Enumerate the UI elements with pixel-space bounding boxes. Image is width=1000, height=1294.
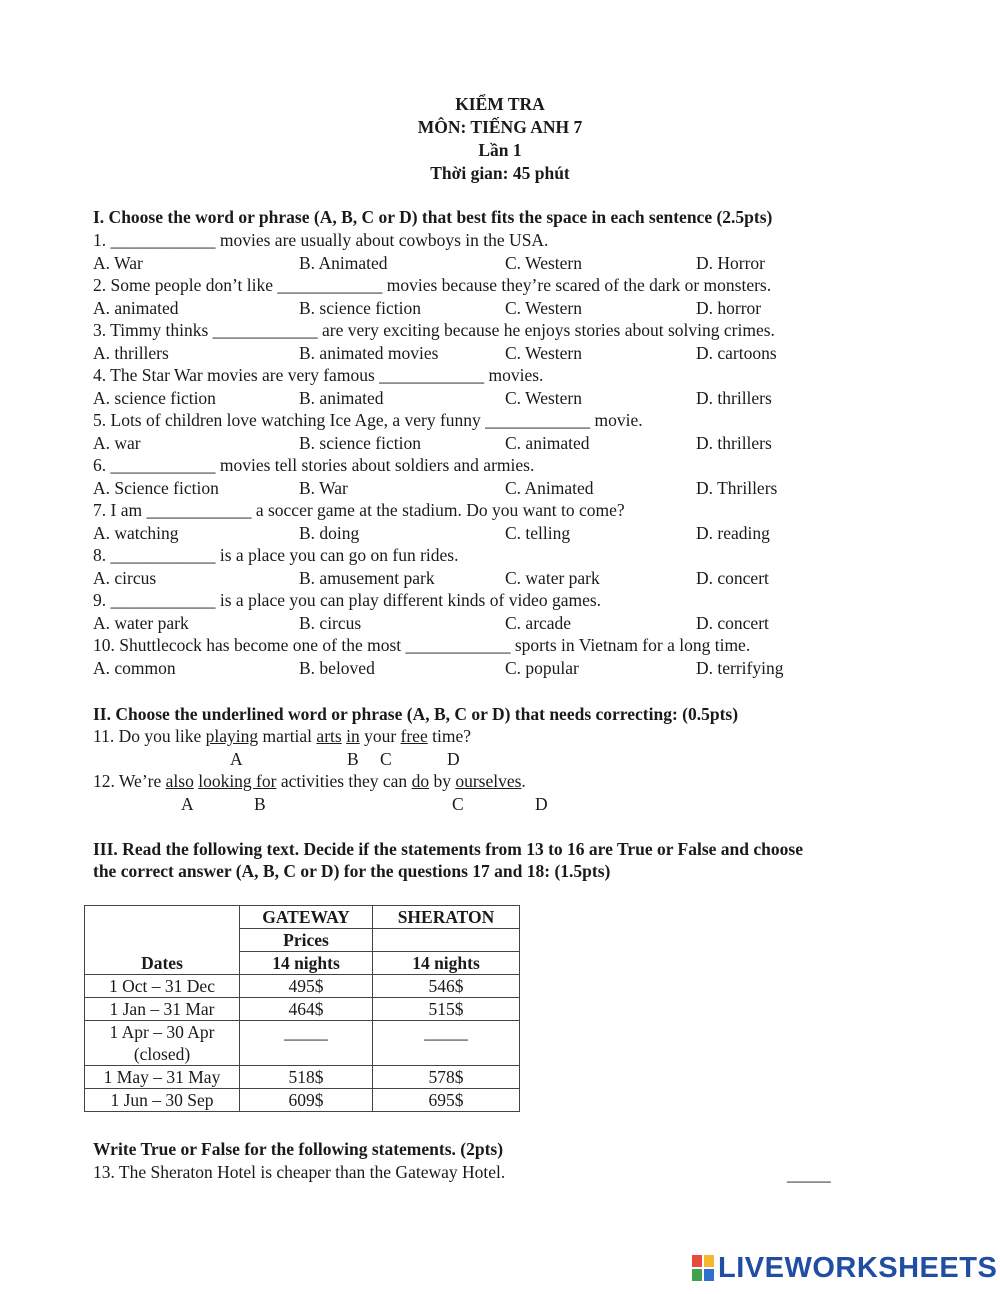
question-4: 4. The Star War movies are very famous ____________ movies. [93, 365, 544, 385]
q3-option-b[interactable]: B. animated movies [299, 343, 439, 363]
question-6: 6. ____________ movies tell stories about soldiers and armies. [93, 455, 535, 475]
q6-option-c[interactable]: C. Animated [505, 478, 594, 498]
q6-option-b[interactable]: B. War [299, 478, 348, 498]
doc-attempt: Lần 1 [478, 140, 522, 160]
q12-label-a: A [181, 794, 194, 814]
q11-label-d: D [447, 749, 460, 769]
question-12 [93, 770, 526, 792]
section2-heading: II. Choose the underlined word or phrase (A, B, C or D) that needs correcting: (0.5pts) [93, 704, 739, 724]
table-row [85, 975, 520, 998]
q11-part: 11. Do you like [93, 726, 206, 746]
table-cell-sheraton: 695$ [373, 1089, 520, 1112]
q8-option-b[interactable]: B. amusement park [299, 568, 435, 588]
q11-label-a: A [230, 749, 243, 769]
q12-label-c: C [452, 794, 464, 814]
q12-option-c-text: do [411, 771, 430, 791]
table-row [85, 1021, 520, 1066]
q5-option-b[interactable]: B. science fiction [299, 433, 421, 453]
date-text: 1 Apr – 30 Apr [109, 1022, 215, 1042]
question-8: 8. ____________ is a place you can go on fun rides. [93, 545, 459, 565]
question-9: 9. ____________ is a place you can play different kinds of video games. [93, 590, 602, 610]
table-header-sheraton: SHERATON [373, 906, 520, 929]
table-cell-gateway: 609$ [240, 1089, 373, 1112]
q4-option-d[interactable]: D. thrillers [696, 388, 772, 408]
table-cell-date [85, 1021, 240, 1066]
table-cell-date: 1 Jun – 30 Sep [85, 1089, 240, 1112]
table-cell-gateway: _____ [240, 1021, 373, 1066]
table-cell-empty [85, 906, 240, 929]
date-closed-note: (closed) [133, 1044, 191, 1064]
q7-option-c[interactable]: C. telling [505, 523, 571, 543]
q13-answer-blank[interactable]: _____ [787, 1164, 831, 1184]
table-header-nights: 14 nights [373, 952, 520, 975]
table-row [85, 906, 520, 929]
q4-option-c[interactable]: C. Western [505, 388, 583, 408]
q1-option-c[interactable]: C. Western [505, 253, 583, 273]
q12-label-d: D [535, 794, 548, 814]
q7-option-d[interactable]: D. reading [696, 523, 770, 543]
q12-option-d-text: ourselves [455, 771, 522, 791]
q5-option-a[interactable]: A. war [93, 433, 141, 453]
table-row [85, 929, 520, 952]
q9-option-b[interactable]: B. circus [299, 613, 362, 633]
table-cell-date: 1 May – 31 May [85, 1066, 240, 1089]
q11-option-d-text: free [400, 726, 428, 746]
q11-part: time? [427, 726, 471, 746]
q11-option-c-text: in [346, 726, 360, 746]
q6-option-d[interactable]: D. Thrillers [696, 478, 778, 498]
q1-option-a[interactable]: A. War [93, 253, 143, 273]
q5-option-c[interactable]: C. animated [505, 433, 590, 453]
section1-heading: I. Choose the word or phrase (A, B, C or D) that best fits the space in each sentence (2.5pts) [93, 207, 773, 227]
q3-option-c[interactable]: C. Western [505, 343, 583, 363]
true-false-heading: Write True or False for the following statements. (2pts) [93, 1139, 504, 1159]
q11-option-b-text: arts [316, 726, 342, 746]
q3-option-d[interactable]: D. cartoons [696, 343, 777, 363]
table-row [85, 1089, 520, 1112]
question-7: 7. I am ____________ a soccer game at the stadium. Do you want to come? [93, 500, 625, 520]
table-cell-gateway: 518$ [240, 1066, 373, 1089]
q12-part: by [429, 771, 456, 791]
table-row [85, 998, 520, 1021]
table-header-prices: Prices [240, 929, 373, 952]
table-cell-empty [85, 929, 240, 952]
q3-option-a[interactable]: A. thrillers [93, 343, 169, 363]
section3-heading-line2: the correct answer (A, B, C or D) for the questions 17 and 18: (1.5pts) [93, 861, 611, 881]
q8-option-d[interactable]: D. concert [696, 568, 769, 588]
q12-part: 12. We’re [93, 771, 166, 791]
q4-option-a[interactable]: A. science fiction [93, 388, 216, 408]
q2-option-b[interactable]: B. science fiction [299, 298, 421, 318]
table-header-gateway: GATEWAY [240, 906, 373, 929]
q7-option-a[interactable]: A. watching [93, 523, 179, 543]
q5-option-d[interactable]: D. thrillers [696, 433, 772, 453]
liveworksheets-logo-text: LIVEWORKSHEETS [718, 1251, 998, 1284]
q12-part: . [521, 771, 526, 791]
table-header-nights: 14 nights [240, 952, 373, 975]
table-cell-sheraton: 515$ [373, 998, 520, 1021]
table-cell-empty [373, 929, 520, 952]
question-1: 1. ____________ movies are usually about cowboys in the USA. [93, 230, 549, 250]
q2-option-c[interactable]: C. Western [505, 298, 583, 318]
q9-option-c[interactable]: C. arcade [505, 613, 572, 633]
liveworksheets-logo-icon [692, 1255, 714, 1281]
section3-heading-line1: III. Read the following text. Decide if the statements from 13 to 16 are True or False and choose [93, 839, 803, 859]
doc-subject: MÔN: TIẾNG ANH 7 [417, 117, 583, 137]
liveworksheets-logo [692, 1252, 997, 1284]
q10-option-b[interactable]: B. beloved [299, 658, 375, 678]
q1-option-b[interactable]: B. Animated [299, 253, 388, 273]
q2-option-d[interactable]: D. horror [696, 298, 762, 318]
q11-option-a-text: playing [205, 726, 259, 746]
q9-option-a[interactable]: A. water park [93, 613, 189, 633]
hotel-price-table [84, 905, 520, 1112]
question-5: 5. Lots of children love watching Ice Age, a very funny ____________ movie. [93, 410, 643, 430]
q1-option-d[interactable]: D. Horror [696, 253, 766, 273]
doc-time: Thời gian: 45 phút [430, 163, 570, 183]
q10-option-c[interactable]: C. popular [505, 658, 579, 678]
table-row [85, 952, 520, 975]
q11-part: martial [258, 726, 317, 746]
q12-part: activities they can [276, 771, 412, 791]
q11-label-c: C [380, 749, 392, 769]
table-cell-date: 1 Jan – 31 Mar [85, 998, 240, 1021]
q8-option-c[interactable]: C. water park [505, 568, 600, 588]
table-cell-date: 1 Oct – 31 Dec [85, 975, 240, 998]
q7-option-b[interactable]: B. doing [299, 523, 360, 543]
question-13: 13. The Sheraton Hotel is cheaper than the Gateway Hotel. [93, 1162, 506, 1182]
q11-part: your [359, 726, 401, 746]
question-11 [93, 725, 471, 747]
table-row [85, 1066, 520, 1089]
question-3: 3. Timmy thinks ____________ are very exciting because he enjoys stories about solving crimes. [93, 320, 775, 340]
q8-option-a[interactable]: A. circus [93, 568, 157, 588]
question-2: 2. Some people don’t like ____________ movies because they’re scared of the dark or monsters. [93, 275, 772, 295]
q12-option-b-text: looking for [198, 771, 277, 791]
q11-label-b: B [347, 749, 359, 769]
q10-option-d[interactable]: D. terrifying [696, 658, 784, 678]
doc-title: KIỂM TRA [455, 94, 545, 114]
q9-option-d[interactable]: D. concert [696, 613, 769, 633]
table-cell-gateway: 495$ [240, 975, 373, 998]
table-cell-gateway: 464$ [240, 998, 373, 1021]
table-cell-sheraton: 578$ [373, 1066, 520, 1089]
q12-option-a-text: also [165, 771, 194, 791]
q12-label-b: B [254, 794, 266, 814]
q6-option-a[interactable]: A. Science fiction [93, 478, 219, 498]
q2-option-a[interactable]: A. animated [93, 298, 179, 318]
q10-option-a[interactable]: A. common [93, 658, 176, 678]
table-header-dates: Dates [85, 952, 240, 975]
question-10: 10. Shuttlecock has become one of the most ____________ sports in Vietnam for a long time. [93, 635, 751, 655]
table-cell-sheraton: 546$ [373, 975, 520, 998]
table-cell-sheraton: _____ [373, 1021, 520, 1066]
q4-option-b[interactable]: B. animated [299, 388, 384, 408]
